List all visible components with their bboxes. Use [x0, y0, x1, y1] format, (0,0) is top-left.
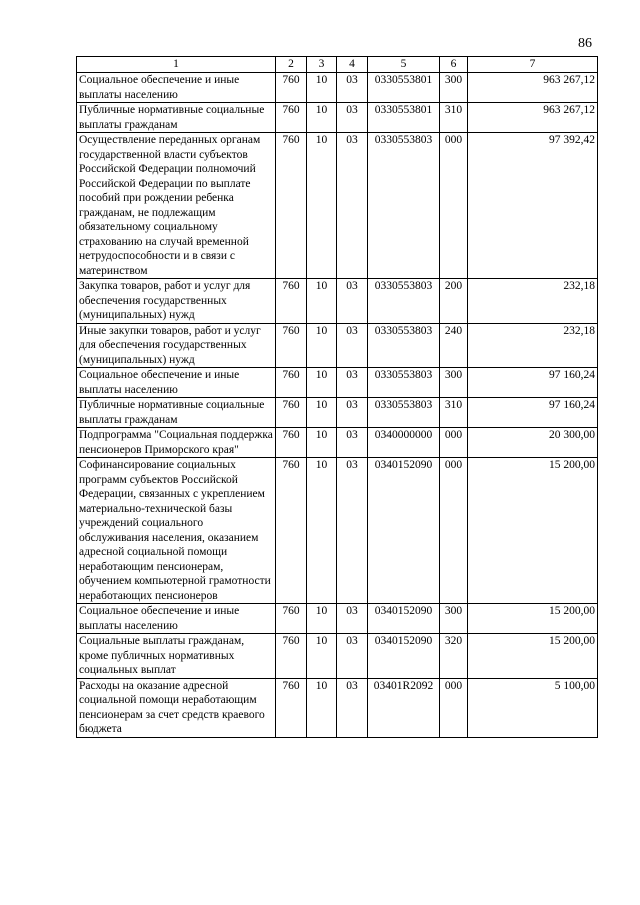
row-ved: 760 — [276, 133, 307, 279]
row-sum: 20 300,00 — [468, 428, 598, 458]
row-ved: 760 — [276, 323, 307, 368]
row-name: Публичные нормативные социальные выплаты гражданам — [77, 398, 276, 428]
row-name: Подпрограмма "Социальная поддержка пенсионеров Приморского края" — [77, 428, 276, 458]
row-csr: 0330553803 — [368, 133, 440, 279]
row-sum: 232,18 — [468, 323, 598, 368]
header-col-2: 2 — [276, 57, 307, 73]
row-ved: 760 — [276, 398, 307, 428]
header-col-6: 6 — [440, 57, 468, 73]
row-vr: 240 — [440, 323, 468, 368]
row-ved: 760 — [276, 368, 307, 398]
row-sum: 963 267,12 — [468, 103, 598, 133]
row-pr: 03 — [337, 323, 368, 368]
row-vr: 000 — [440, 458, 468, 604]
row-sum: 97 160,24 — [468, 368, 598, 398]
row-name: Иные закупки товаров, работ и услуг для обеспечения государственных (муниципальных) нужд — [77, 323, 276, 368]
table-row — [77, 604, 598, 634]
row-name: Социальное обеспечение и иные выплаты населению — [77, 73, 276, 103]
table-row — [77, 398, 598, 428]
row-csr: 0330553801 — [368, 103, 440, 133]
row-vr: 000 — [440, 133, 468, 279]
row-rz: 10 — [307, 458, 337, 604]
row-name: Социальное обеспечение и иные выплаты населению — [77, 368, 276, 398]
row-pr: 03 — [337, 634, 368, 679]
table-row — [77, 368, 598, 398]
table-row — [77, 458, 598, 604]
row-vr: 000 — [440, 428, 468, 458]
row-pr: 03 — [337, 133, 368, 279]
table-row — [77, 428, 598, 458]
header-row — [77, 57, 598, 73]
row-vr: 320 — [440, 634, 468, 679]
row-ved: 760 — [276, 678, 307, 737]
header-col-5: 5 — [368, 57, 440, 73]
row-sum: 963 267,12 — [468, 73, 598, 103]
row-rz: 10 — [307, 323, 337, 368]
row-pr: 03 — [337, 458, 368, 604]
row-csr: 0340152090 — [368, 604, 440, 634]
row-rz: 10 — [307, 634, 337, 679]
budget-table — [76, 56, 598, 738]
row-rz: 10 — [307, 398, 337, 428]
header-col-4: 4 — [337, 57, 368, 73]
row-ved: 760 — [276, 103, 307, 133]
row-ved: 760 — [276, 428, 307, 458]
row-name: Расходы на оказание адресной социальной помощи неработающим пенсионерам за счет средств краевого бюджета — [77, 678, 276, 737]
row-pr: 03 — [337, 368, 368, 398]
row-csr: 0330553803 — [368, 279, 440, 324]
table-row — [77, 678, 598, 737]
row-pr: 03 — [337, 103, 368, 133]
row-vr: 200 — [440, 279, 468, 324]
row-name: Софинансирование социальных программ субъектов Российской Федерации, связанных с укреплением материально-технической базы учреждений социального обслуживания населения, оказанием адресной социальной помощи неработающим пенсионерам, обучением компьютерной грамотности неработающих пенсионеров — [77, 458, 276, 604]
row-csr: 0330553803 — [368, 323, 440, 368]
row-rz: 10 — [307, 133, 337, 279]
row-pr: 03 — [337, 428, 368, 458]
row-ved: 760 — [276, 458, 307, 604]
row-sum: 5 100,00 — [468, 678, 598, 737]
row-rz: 10 — [307, 604, 337, 634]
row-vr: 310 — [440, 398, 468, 428]
row-vr: 000 — [440, 678, 468, 737]
row-ved: 760 — [276, 279, 307, 324]
row-rz: 10 — [307, 368, 337, 398]
row-sum: 15 200,00 — [468, 458, 598, 604]
row-csr: 0330553801 — [368, 73, 440, 103]
table-row — [77, 133, 598, 279]
row-pr: 03 — [337, 279, 368, 324]
row-sum: 232,18 — [468, 279, 598, 324]
row-name: Закупка товаров, работ и услуг для обеспечения государственных (муниципальных) нужд — [77, 279, 276, 324]
row-vr: 300 — [440, 604, 468, 634]
row-ved: 760 — [276, 73, 307, 103]
row-name: Публичные нормативные социальные выплаты гражданам — [77, 103, 276, 133]
row-sum: 15 200,00 — [468, 604, 598, 634]
row-sum: 15 200,00 — [468, 634, 598, 679]
row-pr: 03 — [337, 73, 368, 103]
row-rz: 10 — [307, 428, 337, 458]
row-vr: 300 — [440, 368, 468, 398]
row-name: Социальные выплаты гражданам, кроме публичных нормативных социальных выплат — [77, 634, 276, 679]
row-csr: 03401R2092 — [368, 678, 440, 737]
row-vr: 300 — [440, 73, 468, 103]
row-pr: 03 — [337, 398, 368, 428]
row-rz: 10 — [307, 73, 337, 103]
row-vr: 310 — [440, 103, 468, 133]
row-name: Социальное обеспечение и иные выплаты населению — [77, 604, 276, 634]
header-col-1: 1 — [77, 57, 276, 73]
table-row — [77, 279, 598, 324]
row-sum: 97 392,42 — [468, 133, 598, 279]
row-csr: 0330553803 — [368, 398, 440, 428]
table-row — [77, 73, 598, 103]
page-number: 86 — [578, 36, 592, 51]
table-row — [77, 634, 598, 679]
row-csr: 0340000000 — [368, 428, 440, 458]
row-pr: 03 — [337, 604, 368, 634]
header-col-7: 7 — [468, 57, 598, 73]
row-rz: 10 — [307, 103, 337, 133]
table-row — [77, 103, 598, 133]
row-rz: 10 — [307, 279, 337, 324]
row-name: Осуществление переданных органам государственной власти субъектов Российской Федерации полномочий Российской Федерации по выплате пособий при рождении ребенка гражданам, не подлежащим обязательному социальному страхованию на случай временной нетрудоспособности и в связи с материнством — [77, 133, 276, 279]
row-csr: 0340152090 — [368, 458, 440, 604]
row-ved: 760 — [276, 604, 307, 634]
row-csr: 0330553803 — [368, 368, 440, 398]
row-ved: 760 — [276, 634, 307, 679]
row-rz: 10 — [307, 678, 337, 737]
row-csr: 0340152090 — [368, 634, 440, 679]
row-pr: 03 — [337, 678, 368, 737]
table-row — [77, 323, 598, 368]
row-sum: 97 160,24 — [468, 398, 598, 428]
header-col-3: 3 — [307, 57, 337, 73]
